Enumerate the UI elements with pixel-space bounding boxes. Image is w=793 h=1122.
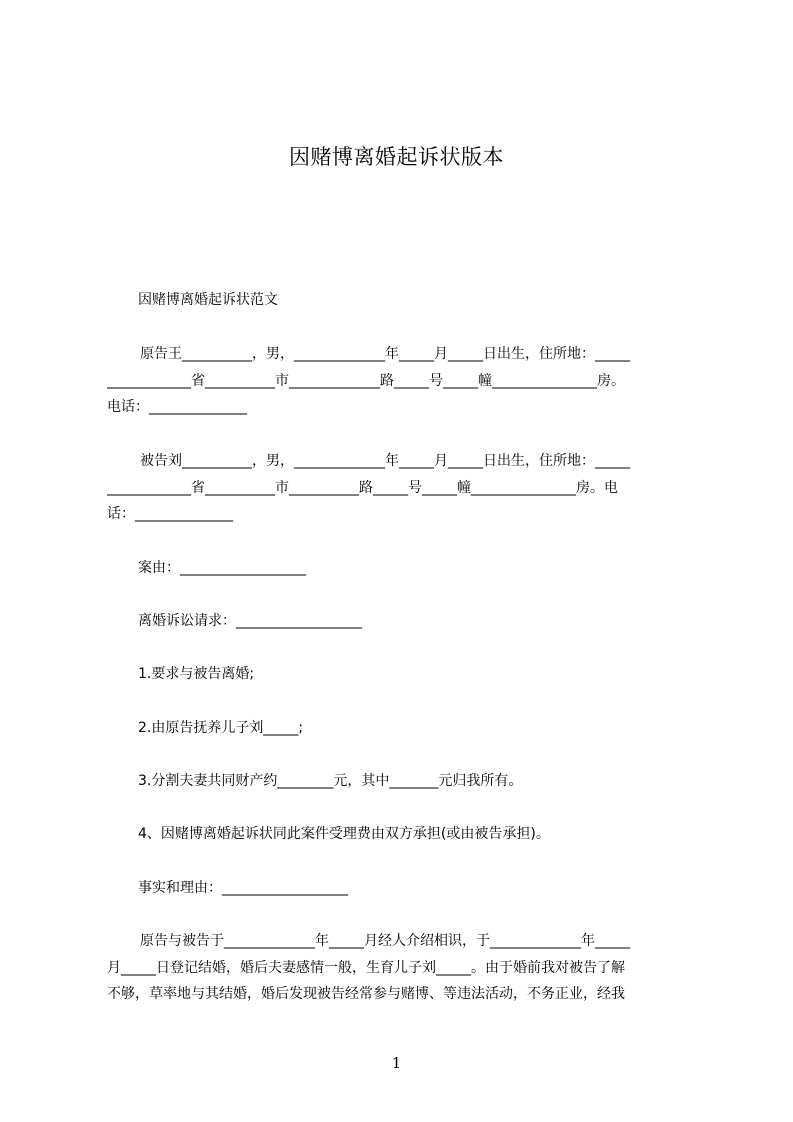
claim-text-1: 1.要求与被告离婚; — [138, 666, 255, 682]
claim-item-2 — [107, 715, 701, 742]
defendant-line-1: 被告刘__________，男，_____________年_____月_____日出生，住所地：_____ — [140, 453, 630, 469]
claim-item-3 — [107, 768, 701, 795]
claim-text-3: 3.分割夫妻共同财产约________元，其中_______元归我所有。 — [138, 773, 523, 789]
document-title: 因赌博离婚起诉状版本 — [289, 145, 504, 169]
subtitle-text: 因赌博离婚起诉状范文 — [138, 292, 278, 308]
claim-text-4: 4、因赌博离婚起诉状同此案件受理费由双方承担(或由被告承担)。 — [138, 826, 550, 842]
claims-heading-paragraph — [107, 608, 701, 635]
facts-paragraph — [107, 928, 701, 1008]
facts-line-1: 原告与被告于_____________年_____月经人介绍相识，于_____________年_____ — [140, 933, 630, 949]
defendant-paragraph — [107, 448, 701, 528]
claim-text-2: 2.由原告抚养儿子刘_____; — [138, 720, 304, 736]
defendant-line-2: ____________省__________市__________路_____号_____幢_______________房。电 — [107, 479, 618, 496]
plaintiff-line-3: 电话：______________ — [107, 399, 247, 415]
claims-heading-text: 离婚诉讼请求：__________________ — [138, 613, 362, 629]
plaintiff-paragraph — [107, 341, 701, 421]
cause-paragraph — [107, 555, 701, 582]
facts-heading-text: 事实和理由：__________________ — [138, 880, 348, 896]
claim-item-1 — [107, 661, 701, 688]
facts-line-2: 月_____日登记结婚，婚后夫妻感情一般，生育儿子刘_____。由于婚前我对被告了解 — [107, 959, 625, 976]
page-number: 1 — [391, 1054, 402, 1072]
document-subtitle — [107, 287, 701, 314]
plaintiff-line-1: 原告王__________，男，_____________年_____月_____日出生，住所地：_____ — [140, 346, 630, 362]
facts-heading-paragraph — [107, 875, 701, 902]
plaintiff-line-2: ____________省__________市_____________路_____号_____幢_______________房。 — [107, 372, 625, 389]
defendant-line-3: 话：______________ — [107, 506, 233, 522]
cause-text: 案由：__________________ — [138, 560, 306, 576]
claim-item-4 — [107, 821, 701, 848]
facts-line-3: 不够，草率地与其结婚，婚后发现被告经常参与赌博、等违法活动，不务正业，经我 — [107, 986, 625, 1002]
